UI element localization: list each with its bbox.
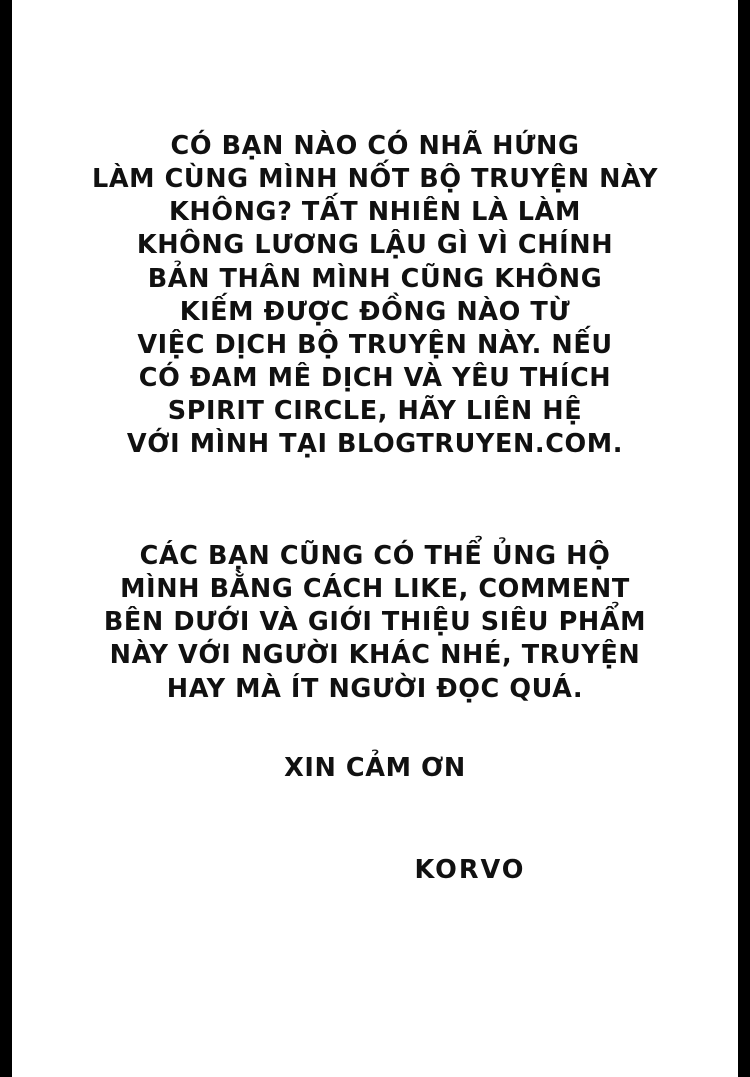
- page-content: [12, 0, 738, 1077]
- page-left-border: [0, 0, 12, 1077]
- main-message-line: SPIRIT CIRCLE, HÃY LIÊN HỆ: [167, 396, 583, 427]
- thanks-message-line: XIN CẢM ƠN: [284, 753, 466, 783]
- share-message-line: BÊN DƯỚI VÀ GIỚI THIỆU SIÊU PHẨM: [103, 607, 647, 638]
- share-message-line: HAY MÀ ÍT NGƯỜI ĐỌC QUÁ.: [166, 673, 584, 704]
- thanks-message-block: [12, 752, 738, 785]
- main-message-line: BẢN THÂN MÌNH CŨNG KHÔNG: [147, 263, 603, 294]
- main-message-line: KHÔNG? TẤT NHIÊN LÀ LÀM: [169, 197, 581, 228]
- share-message-line: CÁC BẠN CŨNG CÓ THỂ ỦNG HỘ: [139, 541, 611, 571]
- share-message-block: [12, 540, 738, 706]
- main-message-line: VỚI MÌNH TẠI BLOGTRUYEN.COM.: [126, 429, 624, 460]
- main-message-line: CÓ ĐAM MÊ DỊCH VÀ YÊU THÍCH: [138, 362, 612, 393]
- share-message-line: MÌNH BẰNG CÁCH LIKE, COMMENT: [120, 574, 630, 605]
- signature: KORVO: [414, 855, 526, 885]
- share-message-line: NÀY VỚI NGƯỜI KHÁC NHÉ, TRUYỆN: [109, 640, 641, 671]
- main-message-line: VIỆC DỊCH BỘ TRUYỆN NÀY. NẾU: [137, 329, 613, 360]
- main-message-line: LÀM CÙNG MÌNH NỐT BỘ TRUYỆN NÀY: [91, 164, 659, 195]
- main-message-block: [12, 130, 738, 461]
- page-right-border: [738, 0, 750, 1077]
- main-message-line: KHÔNG LƯƠNG LẬU GÌ VÌ CHÍNH: [136, 230, 614, 261]
- main-message-line: KIẾM ĐƯỢC ĐỒNG NÀO TỪ: [179, 296, 571, 327]
- main-message-line: CÓ BẠN NÀO CÓ NHÃ HỨNG: [170, 131, 580, 161]
